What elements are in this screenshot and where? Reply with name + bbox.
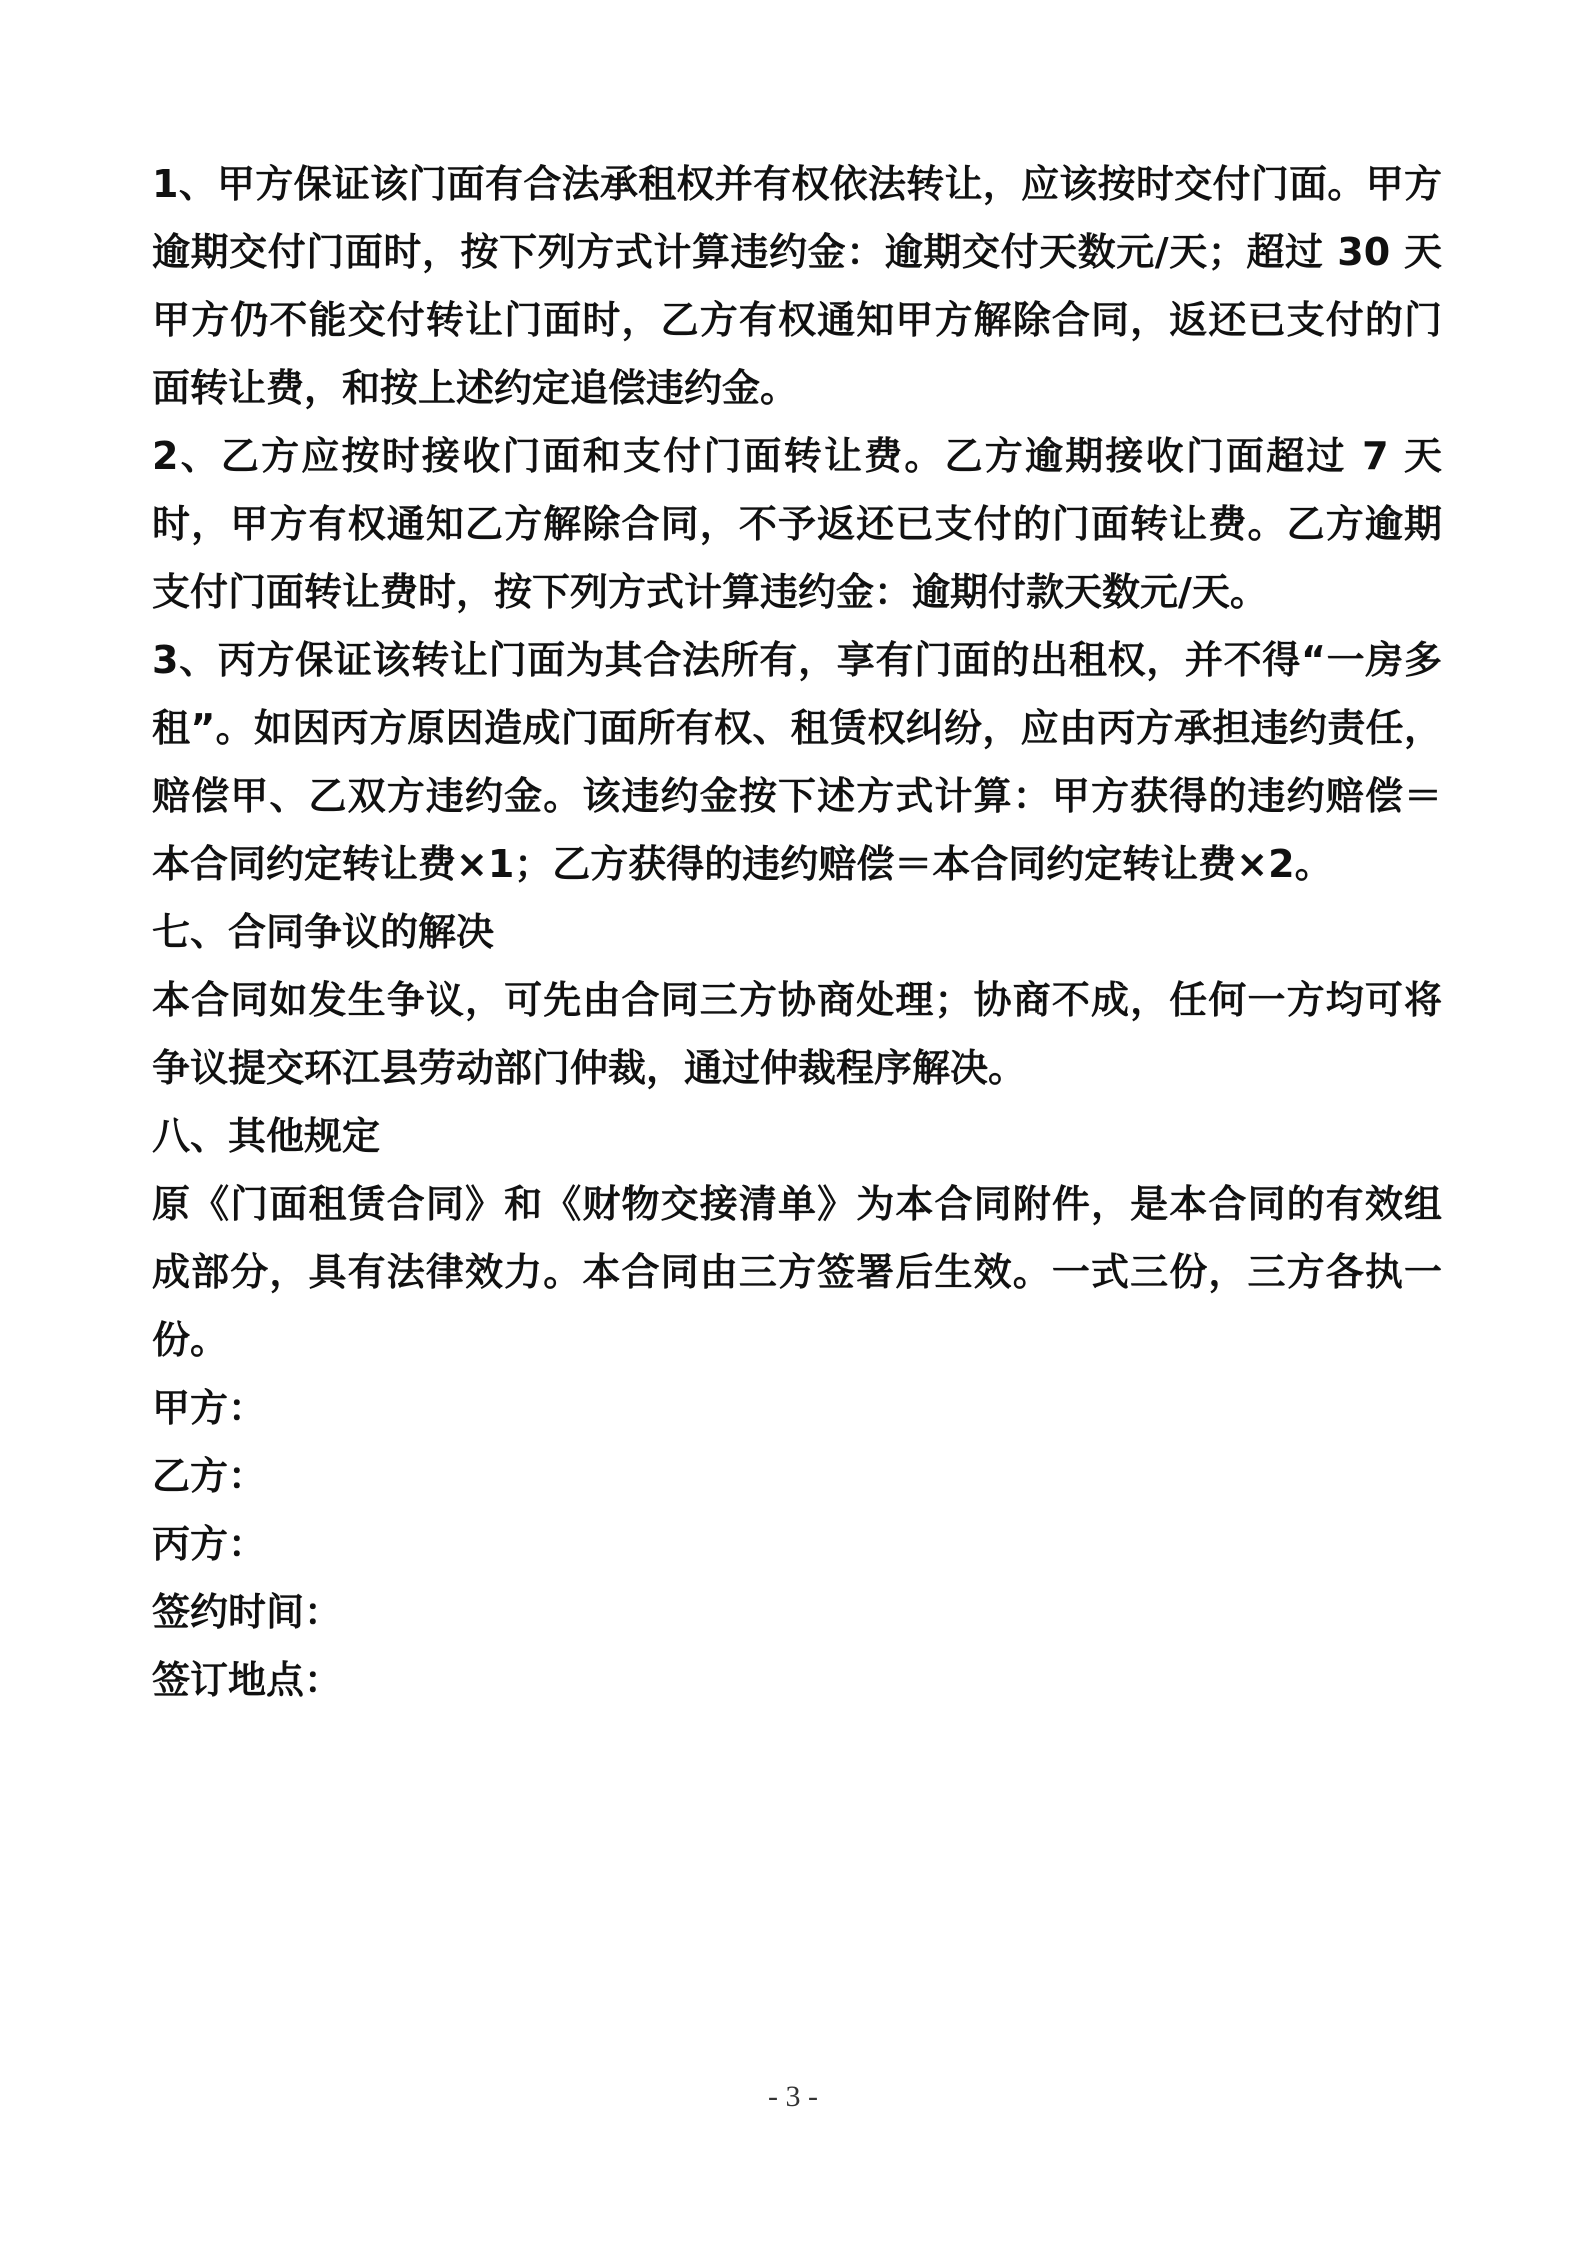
dispute-resolution-text: 本合同如发生争议，可先由合同三方协商处理；协商不成，任何一方均可将争议提交环江县劳动部门仲裁，通过仲裁程序解决。	[152, 978, 1442, 1090]
section-heading-other-provisions: 八、其他规定	[152, 1114, 381, 1158]
signature-line-party-c: 丙方：	[152, 1522, 267, 1566]
contract-body	[152, 150, 1442, 1714]
signing-date-line: 签约时间：	[152, 1590, 343, 1634]
other-provisions-text: 原《门面租赁合同》和《财物交接清单》为本合同附件，是本合同的有效组成部分，具有法律效力。本合同由三方签署后生效。一式三份，三方各执一份。	[152, 1182, 1442, 1362]
signature-line-party-b: 乙方：	[152, 1454, 267, 1498]
page-number: - 3 -	[768, 2080, 818, 2113]
clause-1-party-a-guarantee: 1、甲方保证该门面有合法承租权并有权依法转让，应该按时交付门面。甲方逾期交付门面时，按下列方式计算违约金：逾期交付天数元/天；超过 30 天甲方仍不能交付转让门面时，乙方有权通知甲方解除合同，返还已支付的门面转让费，和按上述约定追偿违约金。	[152, 162, 1442, 410]
section-heading-dispute-resolution: 七、合同争议的解决	[152, 910, 495, 954]
clause-3-party-c-guarantee: 3、丙方保证该转让门面为其合法所有，享有门面的出租权，并不得“一房多租”。如因丙方原因造成门面所有权、租赁权纠纷，应由丙方承担违约责任，赔偿甲、乙双方违约金。该违约金按下述方式计算：甲方获得的违约赔偿＝本合同约定转让费×1；乙方获得的违约赔偿＝本合同约定转让费×2。	[152, 638, 1442, 886]
clause-2-party-b-obligation: 2、乙方应按时接收门面和支付门面转让费。乙方逾期接收门面超过 7 天时，甲方有权通知乙方解除合同，不予返还已支付的门面转让费。乙方逾期支付门面转让费时，按下列方式计算违约金：逾期付款天数元/天。	[152, 434, 1442, 614]
signing-place-line: 签订地点：	[152, 1658, 343, 1702]
signature-line-party-a: 甲方：	[152, 1386, 267, 1430]
